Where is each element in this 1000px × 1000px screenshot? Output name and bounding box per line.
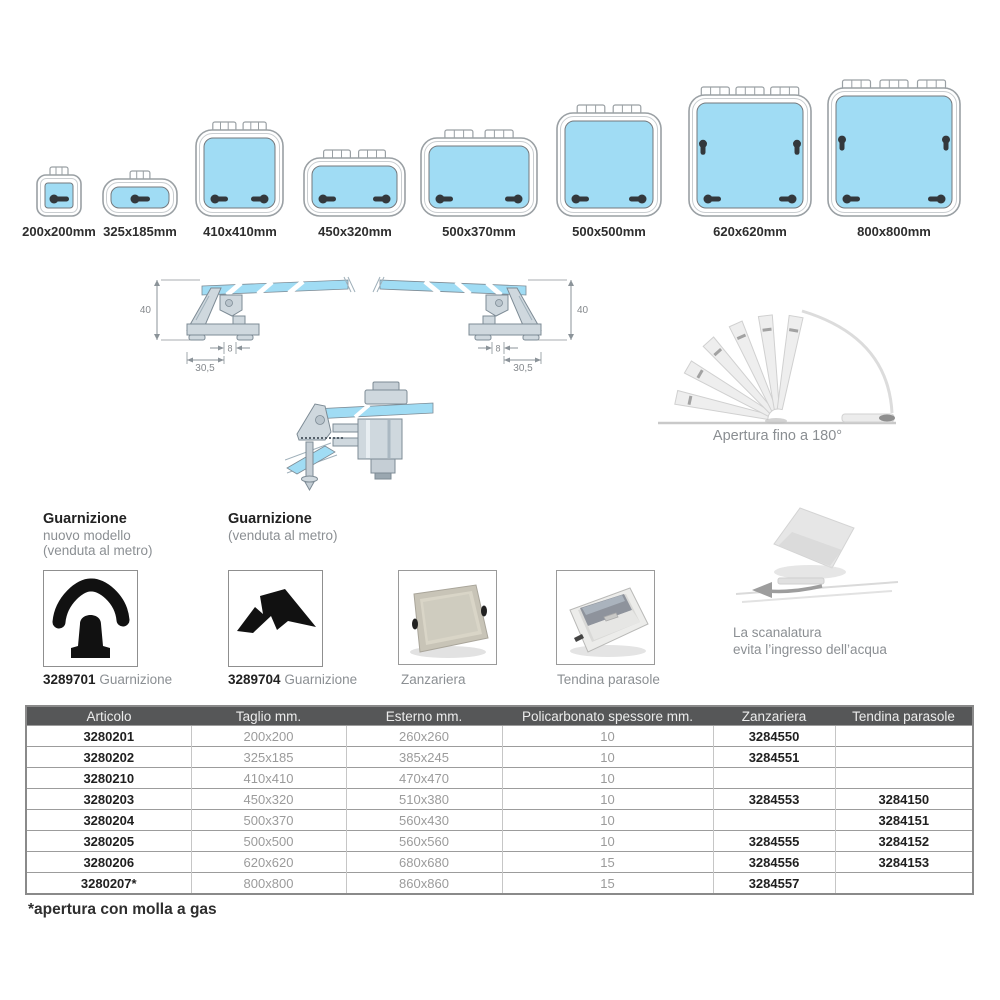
fan-petals xyxy=(675,315,803,420)
table-cell: 3280205 xyxy=(26,831,191,852)
hatch-illustration xyxy=(827,78,961,217)
drain-note-line-2: evita l’ingresso dell’acqua xyxy=(733,642,887,657)
table-cell: 15 xyxy=(502,852,713,873)
table-header-cell: Articolo xyxy=(26,706,191,726)
opening-angle-caption: Apertura fino a 180° xyxy=(712,428,843,444)
table-header-row xyxy=(26,706,973,726)
table-header-cell: Policarbonato spessore mm. xyxy=(502,706,713,726)
dimension-height-left: 40 xyxy=(139,305,151,316)
table-cell: 325x185 xyxy=(191,747,346,768)
mosquito-net-photo xyxy=(400,572,495,663)
hatch-illustration xyxy=(420,128,538,217)
table-cell: 3280204 xyxy=(26,810,191,831)
gasket-new-subtitle-2: (venduta al metro) xyxy=(43,543,153,558)
hatch-illustration xyxy=(36,165,82,217)
table-cell: 3280203 xyxy=(26,789,191,810)
mosquito-net-photo-box xyxy=(398,570,497,665)
hatch-size-label: 620x620mm xyxy=(713,224,787,239)
gasket-new-title: Guarnizione xyxy=(43,511,127,527)
hatch-item xyxy=(36,165,82,222)
hatch-size-label: 500x500mm xyxy=(572,224,646,239)
table-header-cell: Tendina parasole xyxy=(835,706,973,726)
table-cell: 410x410 xyxy=(191,768,346,789)
hatch-size-label: 450x320mm xyxy=(318,224,392,239)
table-cell xyxy=(835,873,973,895)
table-cell: 500x500 xyxy=(191,831,346,852)
dimension-base-left: 30,5 xyxy=(195,363,215,374)
table-cell: 3284553 xyxy=(713,789,835,810)
table-row xyxy=(26,789,973,810)
footnote: *apertura con molla a gas xyxy=(28,901,217,918)
table-cell: 560x560 xyxy=(346,831,502,852)
hatch-item xyxy=(102,169,178,222)
table-cell: 560x430 xyxy=(346,810,502,831)
table-row xyxy=(26,810,973,831)
hatch-item xyxy=(827,78,961,222)
hatch-size-label: 800x800mm xyxy=(857,224,931,239)
sun-shade-photo-box xyxy=(556,570,655,665)
table-cell: 620x620 xyxy=(191,852,346,873)
hinge-detail-diagram xyxy=(285,376,435,494)
table-cell: 470x470 xyxy=(346,768,502,789)
gasket-new-heading xyxy=(43,512,213,559)
table-row xyxy=(26,747,973,768)
gasket-new-code-label: Guarnizione xyxy=(99,672,173,687)
table-cell: 10 xyxy=(502,831,713,852)
gasket-std-heading xyxy=(228,512,398,543)
mosquito-net-caption: Zanzariera xyxy=(401,672,466,687)
table-cell xyxy=(835,726,973,747)
hatch-item xyxy=(556,103,662,222)
table-row xyxy=(26,873,973,895)
table-cell: 3284556 xyxy=(713,852,835,873)
hatch-illustration xyxy=(556,103,662,217)
dimension-height-right: 40 xyxy=(577,305,589,316)
table-cell: 260x260 xyxy=(346,726,502,747)
gasket-std-title: Guarnizione xyxy=(228,511,312,527)
table-header-cell: Esterno mm. xyxy=(346,706,502,726)
table-cell xyxy=(713,810,835,831)
table-cell: 3284555 xyxy=(713,831,835,852)
table-cell: 860x860 xyxy=(346,873,502,895)
gasket-std-profile-icon xyxy=(230,572,321,665)
table-cell: 3280201 xyxy=(26,726,191,747)
hatch-size-label: 325x185mm xyxy=(103,224,177,239)
table-row xyxy=(26,726,973,747)
table-cell: 800x800 xyxy=(191,873,346,895)
table-cell: 3284550 xyxy=(713,726,835,747)
gasket-std-subtitle-1: (venduta al metro) xyxy=(228,527,338,543)
drain-note xyxy=(733,624,887,658)
opening-angle-diagram xyxy=(650,285,905,445)
table-cell: 3284557 xyxy=(713,873,835,895)
table-cell: 3280210 xyxy=(26,768,191,789)
dimension-base-right: 30,5 xyxy=(513,363,533,374)
dimension-gap-left: 8 xyxy=(227,343,233,354)
table-cell: 3284153 xyxy=(835,852,973,873)
table-cell: 3280207* xyxy=(26,873,191,895)
hatch-item xyxy=(195,120,284,222)
gasket-new-profile-box xyxy=(43,570,138,667)
gasket-std-code: 3289704 xyxy=(228,672,281,687)
table-cell xyxy=(835,747,973,768)
sun-shade-caption: Tendina parasole xyxy=(557,672,660,687)
table-cell xyxy=(835,768,973,789)
gasket-new-code: 3289701 xyxy=(43,672,96,687)
sun-shade-photo xyxy=(558,572,653,663)
table-header-cell: Taglio mm. xyxy=(191,706,346,726)
table-cell: 385x245 xyxy=(346,747,502,768)
hatch-illustration xyxy=(195,120,284,217)
gasket-std-profile-box xyxy=(228,570,323,667)
table-row xyxy=(26,852,973,873)
table-cell: 15 xyxy=(502,873,713,895)
table-cell: 3284150 xyxy=(835,789,973,810)
hatch-size-label: 500x370mm xyxy=(442,224,516,239)
table-cell: 10 xyxy=(502,789,713,810)
table-cell: 680x680 xyxy=(346,852,502,873)
drain-note-line-1: La scanalatura xyxy=(733,625,822,640)
spec-table xyxy=(25,705,974,895)
gasket-std-caption xyxy=(228,672,357,687)
table-cell: 200x200 xyxy=(191,726,346,747)
table-cell: 3280202 xyxy=(26,747,191,768)
table-cell xyxy=(713,768,835,789)
table-cell: 500x370 xyxy=(191,810,346,831)
hatch-item xyxy=(688,85,812,222)
table-cell: 10 xyxy=(502,726,713,747)
table-cell: 10 xyxy=(502,768,713,789)
table-row xyxy=(26,768,973,789)
table-cell: 10 xyxy=(502,810,713,831)
table-cell: 450x320 xyxy=(191,789,346,810)
hatch-illustration xyxy=(303,148,406,217)
hatch-illustration xyxy=(102,169,178,217)
hatch-item xyxy=(303,148,406,222)
gasket-new-profile-icon xyxy=(45,572,136,665)
table-cell: 3284551 xyxy=(713,747,835,768)
table-cell: 3280206 xyxy=(26,852,191,873)
profile-cross-section-diagram xyxy=(125,272,603,374)
dimension-gap-right: 8 xyxy=(495,343,501,354)
hatch-illustration xyxy=(688,85,812,217)
hatch-size-label: 410x410mm xyxy=(203,224,277,239)
table-header-cell: Zanzariera xyxy=(713,706,835,726)
table-cell: 10 xyxy=(502,747,713,768)
hatch-size-label: 200x200mm xyxy=(22,224,96,239)
gasket-std-code-label: Guarnizione xyxy=(284,672,358,687)
table-row xyxy=(26,831,973,852)
gasket-new-caption xyxy=(43,672,172,687)
water-drain-sketch xyxy=(722,492,907,622)
table-cell: 3284152 xyxy=(835,831,973,852)
hatch-item xyxy=(420,128,538,222)
gasket-new-subtitle-1: nuovo modello xyxy=(43,527,131,543)
table-cell: 510x380 xyxy=(346,789,502,810)
table-cell: 3284151 xyxy=(835,810,973,831)
